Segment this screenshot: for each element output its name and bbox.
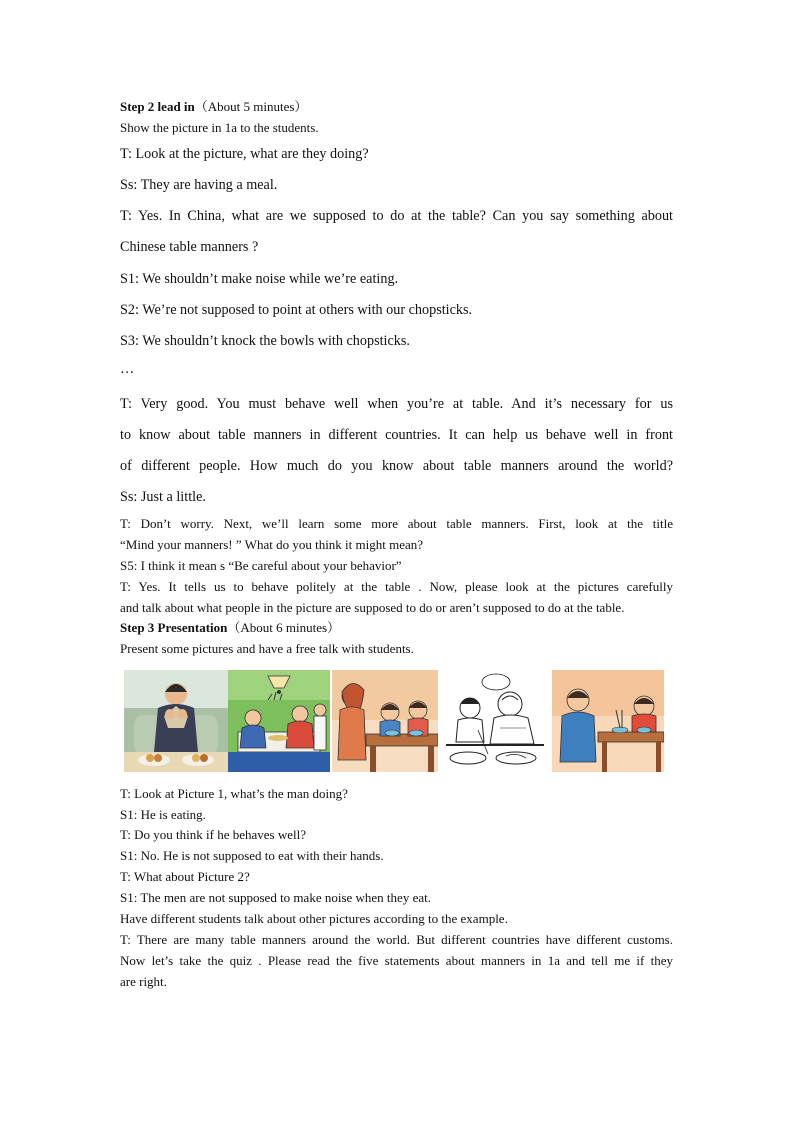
dialogue-line: S1: No. He is not supposed to eat with their hands.	[120, 848, 384, 863]
dialogue-line: to know about table manners in different countries. It can help us behave well in front	[120, 427, 673, 443]
girl-and-old-man-eating-cartoon	[440, 670, 548, 772]
dialogue-line: Now let’s take the quiz . Please read the five statements about manners in 1a and tell me if they	[120, 953, 673, 968]
dialogue-line: T: Don’t worry. Next, we’ll learn some more about table manners. First, look at the title	[120, 516, 673, 531]
ellipsis: …	[120, 361, 135, 377]
dialogue-line: Ss: They are having a meal.	[120, 177, 278, 193]
dialogue-line: S3: We shouldn’t knock the bowls with chopsticks.	[120, 333, 410, 349]
dialogue-line: “Mind your manners! ” What do you think it might mean?	[120, 537, 424, 552]
dialogue-line: T: Yes. In China, what are we supposed to do at the table? Can you say something about	[120, 208, 673, 224]
dialogue-line: S1: The men are not supposed to make noise when they eat.	[120, 890, 431, 905]
dialogue-line: T: There are many table manners around the world. But different countries have different customs.	[120, 932, 673, 947]
dialogue-line: S1: He is eating.	[120, 807, 206, 822]
children-with-bowls-cartoon	[552, 670, 664, 772]
instruction-line: Show the picture in 1a to the students.	[120, 120, 319, 135]
family-at-table-cartoon	[332, 670, 438, 772]
dialogue-line: and talk about what people in the picture are supposed to do or aren’t supposed to do at the table.	[120, 600, 625, 615]
dialogue-line: S1: We shouldn’t make noise while we’re eating.	[120, 271, 399, 287]
dialogue-line: are right.	[120, 974, 167, 989]
dialogue-line: Chinese table manners ?	[120, 239, 259, 255]
instruction-line: Have different students talk about other pictures according to the example.	[120, 911, 508, 926]
dialogue-line: T: What about Picture 2?	[120, 869, 250, 884]
noisy-men-at-dinner-cartoon	[228, 670, 330, 772]
table-manners-pictures	[124, 670, 664, 772]
instruction-line: Present some pictures and have a free talk with students.	[120, 641, 414, 656]
dialogue-line: S2: We’re not supposed to point at others with our chopsticks.	[120, 302, 473, 318]
man-eating-with-hands-photo	[124, 670, 228, 772]
dialogue-line: T: Do you think if he behaves well?	[120, 827, 306, 842]
dialogue-line: T: Look at the picture, what are they doing?	[120, 146, 369, 162]
dialogue-line: T: Very good. You must behave well when you’re at table. And it’s necessary for us	[120, 396, 673, 412]
dialogue-line: S5: I think it mean s “Be careful about your behavior”	[120, 558, 402, 573]
dialogue-line: T: Look at Picture 1, what’s the man doing?	[120, 786, 348, 801]
dialogue-line: Ss: Just a little.	[120, 489, 206, 505]
dialogue-line: of different people. How much do you know about table manners around the world?	[120, 458, 673, 474]
step2-heading: Step 2 lead in（About 5 minutes）	[120, 99, 308, 114]
step3-heading: Step 3 Presentation（About 6 minutes）	[120, 620, 341, 635]
dialogue-line: T: Yes. It tells us to behave politely at the table . Now, please look at the pictures carefully	[120, 579, 673, 594]
